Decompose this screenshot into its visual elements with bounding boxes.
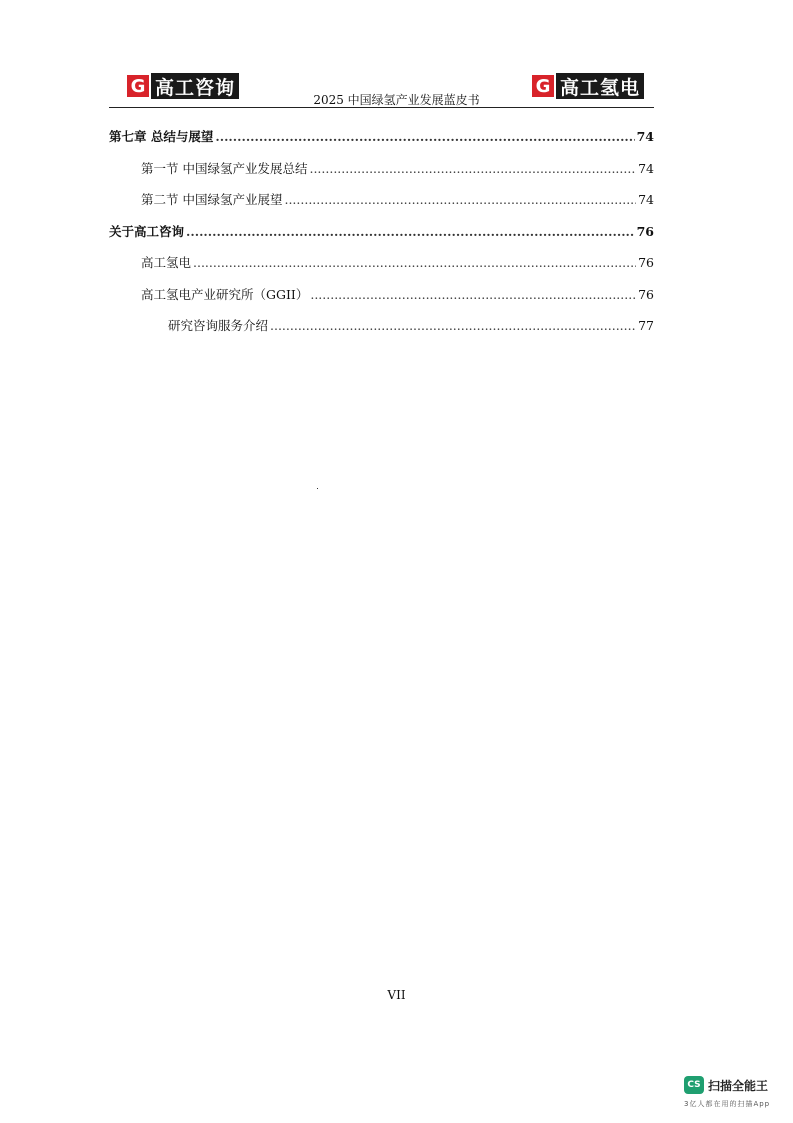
toc-entry-page: 76 bbox=[638, 255, 654, 270]
toc-entry-label: 第七章 总结与展望 bbox=[109, 129, 214, 144]
toc-entry[interactable] bbox=[109, 191, 654, 223]
camscanner-name: 扫描全能王 bbox=[708, 1078, 769, 1093]
toc-entry[interactable] bbox=[109, 286, 654, 318]
toc-entry-label: 高工氢电产业研究所（GGII） bbox=[141, 286, 309, 302]
logo-left-text: 高工咨询 bbox=[151, 73, 239, 99]
toc-entry-page: 77 bbox=[638, 318, 654, 333]
toc-leader-dots bbox=[309, 160, 636, 178]
table-of-contents bbox=[109, 128, 654, 349]
toc-leader-dots bbox=[193, 254, 636, 272]
toc-entry-label: 关于高工咨询 bbox=[109, 223, 185, 239]
toc-entry-page: 76 bbox=[638, 286, 654, 302]
toc-entry-label: 研究咨询服务介绍 bbox=[168, 318, 269, 333]
toc-entry-page: 76 bbox=[636, 223, 654, 239]
toc-leader-dots bbox=[270, 317, 636, 335]
toc-entry[interactable] bbox=[109, 317, 654, 349]
toc-entry-label: 高工氢电 bbox=[141, 255, 192, 270]
toc-leader-dots bbox=[186, 223, 635, 241]
toc-entry[interactable] bbox=[109, 160, 654, 192]
toc-entry-page: 74 bbox=[636, 129, 654, 144]
toc-entry-label: 第二节 中国绿氢产业展望 bbox=[141, 192, 283, 207]
camscanner-watermark bbox=[684, 1076, 768, 1094]
document-title: 2025 中国绿氢产业发展蓝皮书 bbox=[313, 93, 480, 107]
header-divider bbox=[109, 107, 654, 108]
toc-entry-label: 第一节 中国绿氢产业发展总结 bbox=[141, 160, 308, 176]
page-number: VII bbox=[387, 988, 406, 1002]
toc-entry-page: 74 bbox=[638, 192, 654, 207]
camscanner-tagline: 3亿人都在用的扫描App bbox=[684, 1100, 771, 1108]
logo-right-text: 高工氢电 bbox=[556, 73, 644, 99]
logo-right-badge: G bbox=[532, 75, 554, 97]
camscanner-icon: CS bbox=[684, 1076, 704, 1094]
logo-left-badge: G bbox=[127, 75, 149, 97]
toc-entry[interactable] bbox=[109, 128, 654, 160]
toc-leader-dots bbox=[284, 191, 636, 209]
toc-leader-dots bbox=[310, 286, 636, 304]
toc-leader-dots bbox=[215, 128, 634, 146]
toc-entry[interactable] bbox=[109, 254, 654, 286]
gaogong-hydrogen-logo bbox=[532, 73, 644, 99]
scan-speck bbox=[317, 488, 318, 489]
toc-entry[interactable] bbox=[109, 223, 654, 255]
toc-entry-page: 74 bbox=[638, 160, 654, 176]
